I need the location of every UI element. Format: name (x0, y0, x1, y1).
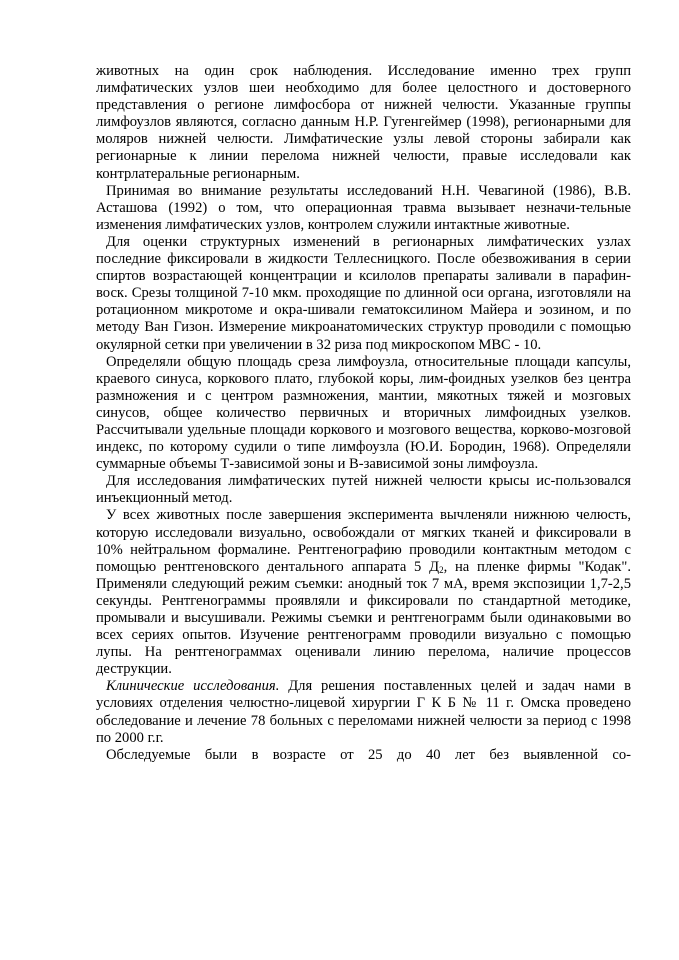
paragraph-7 (96, 678, 631, 746)
paragraph-3: Для оценки структурных изменений в регионарных лимфатических узлах последние фиксировали в жидкости Теллесницкого. После обезвоживания в серии спиртов возрастающей концентрации и ксилолов препараты заливали в парафин-воск. Срезы толщиной 7-10 мкм. проходящие по длинной оси органа, изготовляли на ротационном микротоме и окра-шивали гематоксилином Майера и эозином, и по методу Ван Гизон. Измерение микроанатомических структур проводили с помощью окулярной сетки при увеличении в 32 риза под микроскопом МВС - 10. (96, 233, 631, 353)
paragraph-7-text: Для решения поставленных целей и задач нами в условиях отделения челюстно-лицевой хирургии Г К Б № 11 г. Омска проведено обследование и лечение 78 больных с переломами нижней челюсти за период с 1998 по 2000 г.г. (96, 678, 631, 746)
paragraph-6 (96, 507, 631, 678)
body-text (96, 63, 631, 764)
subscript-2: 2 (439, 564, 444, 575)
paragraph-6-part-2: , на пленке фирмы "Кодак". Применяли следующий режим съемки: анодный ток 7 мА, время экспозиции 1,7-2,5 секунды. Рентгенограммы проявляли и фиксировали по стандартной методике, промывали и высушивали. Режимы съемки и рентгенограмм были одинаковыми во всех сериях опытов. Изучение рентгенограмм проводили визуально с помощью лупы. На рентгенограммах оценивали линию перелома, наличие процессов деструкции. (96, 558, 631, 678)
paragraph-5: Для исследования лимфатических путей нижней челюсти крысы ис-пользовался инъекционный метод. (96, 473, 631, 507)
paragraph-6-part-1: У всех животных после завершения эксперимента вычленяли нижнюю челюсть, которую исследовали визуально, освобождали от мягких тканей и фиксировали в 10% нейтральном формалине. Рентгенографию проводили контактным методом с помощью рентгеновского дентального аппарата 5 Д (96, 507, 631, 575)
paragraph-8: Обследуемые были в возрасте от 25 до 40 лет без выявленной со- (106, 746, 631, 763)
paragraph-2: Принимая во внимание результаты исследований Н.Н. Чевагиной (1986), В.В. Асташова (1992) о том, что операционная травма вызывает незначи-тельные изменения лимфатических узлов, контролем служили интактные животные. (96, 182, 631, 233)
paragraph-4: Определяли общую площадь среза лимфоузла, относительные площади капсулы, краевого синуса, коркового плато, глубокой коры, лим-фоидных узелков без центра размножения и с центром размножения, мантии, мякотных тяжей и мозговых синусов, общее количество первичных и вторичных лимфоидных узелков. Рассчитывали удельные площади коркового и мозгового вещества, корково-мозговой индекс, по которому судили о типе лимфоузла (Ю.И. Бородин, 1968). Определяли суммарные объемы Т-зависимой зоны и В-зависимой зоны лимфоузла. (96, 353, 631, 473)
paragraph-1: животных на один срок наблюдения. Исследование именно трех групп лимфатических узлов шеи необходимо для более целостного и достоверного представления о регионе лимфосбора от нижней челюсти. Указанные группы лимфоузлов являются, согласно данным Н.Р. Гугенгеймер (1998), регионарными для моляров нижней челюсти. Лимфатические узлы левой стороны забирали как регионарные к линии перелома нижней челюсти, правые исследовали как контрлатеральные регионарным. (96, 63, 631, 182)
section-heading-clinical: Клинические исследования. (106, 678, 280, 695)
